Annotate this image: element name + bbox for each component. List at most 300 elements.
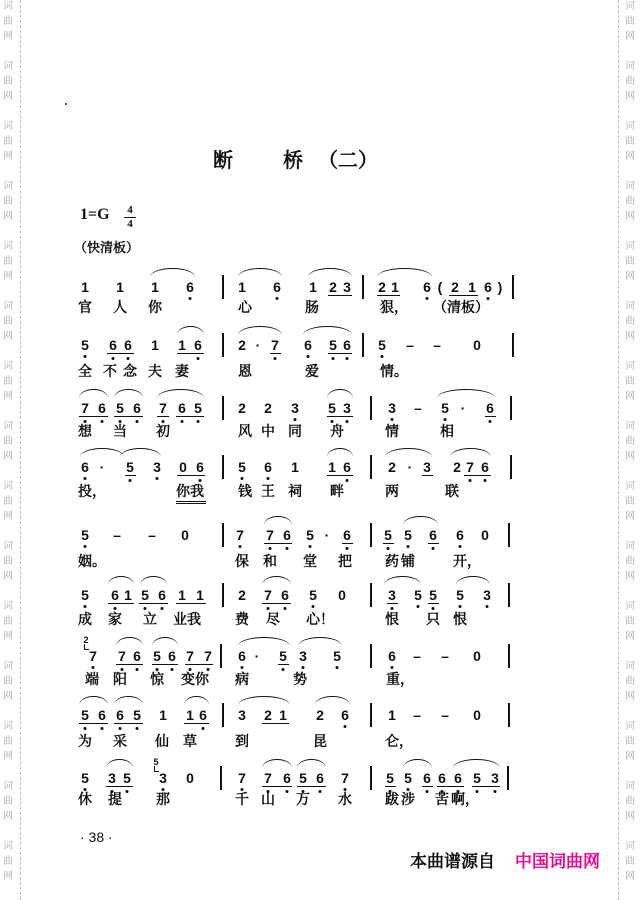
lyric-syllable: 情。 (380, 364, 408, 380)
note: 6 (456, 527, 464, 543)
watermark-char: 曲 (625, 676, 635, 687)
slur-arc (303, 326, 352, 335)
barline (220, 644, 222, 668)
slur-arc (437, 389, 495, 398)
watermark-char: 曲 (3, 796, 13, 807)
watermark-char: 网 (3, 91, 13, 102)
slur-arc (456, 576, 490, 585)
note: 3 (238, 707, 246, 723)
watermark-char: 网 (625, 31, 635, 42)
note: 1 (279, 707, 287, 723)
low-octave-dot (84, 545, 87, 548)
watermark-char: 曲 (625, 856, 635, 867)
note: 2 (453, 459, 461, 475)
watermark-char: 网 (3, 751, 13, 762)
lyric-syllable: 草 (183, 734, 197, 750)
note: 6 (481, 459, 489, 475)
watermark-char: 曲 (3, 16, 13, 27)
low-octave-dot (189, 668, 192, 671)
watermark-char: 网 (3, 811, 13, 822)
barline (512, 275, 514, 299)
lyric-syllable: 恩 (238, 364, 252, 380)
note: 5 (429, 587, 437, 603)
watermark-char: 曲 (625, 316, 635, 327)
low-octave-dot (331, 420, 334, 423)
note: 2 (316, 707, 324, 723)
note: 6 (194, 337, 202, 353)
note: 5 (133, 707, 141, 723)
watermark-char: 词 (3, 361, 13, 372)
rest: 0 (179, 459, 187, 475)
low-octave-dot (346, 479, 349, 482)
lyric-syllable: 仙 (155, 734, 169, 750)
lyric-syllable: 祠 (288, 484, 302, 500)
note: 5 (279, 648, 287, 664)
low-octave-dot (239, 545, 242, 548)
lyric-syllable: 药 (385, 554, 399, 570)
note: 5 (299, 770, 307, 786)
note: 2 (451, 279, 459, 295)
low-octave-dot (407, 788, 410, 791)
watermark-char: 网 (3, 271, 13, 282)
low-octave-dot (136, 668, 139, 671)
low-octave-dot (282, 668, 285, 671)
note: 1 (309, 279, 317, 295)
lyric-syllable: 水 (338, 792, 352, 808)
low-octave-dot (101, 420, 104, 423)
slur-arc (384, 576, 421, 585)
watermark-column-left (0, 0, 21, 900)
watermark-char: 网 (3, 691, 13, 702)
low-octave-dot (162, 788, 165, 791)
slur-arc (238, 268, 282, 277)
note: 5 (141, 587, 149, 603)
watermark-char: 曲 (625, 796, 635, 807)
slur-arc (177, 326, 204, 335)
lyric-syllable: 官 (78, 300, 92, 316)
lyric-syllable: 姻。 (78, 554, 106, 570)
slur-arc (79, 389, 108, 398)
slur-arc (80, 448, 124, 457)
lyric-syllable: 涉 (401, 792, 415, 808)
lyric-syllable: 立 (143, 612, 157, 628)
watermark-char: 词 (3, 841, 13, 852)
key-signature: 1=G (80, 206, 110, 223)
slur-arc (108, 576, 134, 585)
watermark-char: 词 (3, 181, 13, 192)
note: 6 (304, 337, 312, 353)
note: 2 (238, 337, 246, 353)
low-octave-dot (312, 605, 315, 608)
note: 5 (333, 648, 341, 664)
watermark-char: 网 (3, 871, 13, 882)
note: 6 (196, 459, 204, 475)
dash-extension: – (414, 400, 422, 416)
note: 5 (81, 337, 89, 353)
barline (362, 275, 364, 299)
low-octave-dot (161, 607, 164, 610)
paren-close: ) (497, 279, 503, 295)
watermark-char: 词 (625, 61, 635, 72)
low-octave-dot (346, 420, 349, 423)
watermark-char: 网 (625, 391, 635, 402)
watermark-char: 网 (625, 271, 635, 282)
note: 6 (343, 459, 351, 475)
lyric-syllable: 想 (78, 424, 92, 440)
barline (510, 396, 512, 420)
lyric-syllable: 堂 (303, 554, 317, 570)
lyric-syllable: 全 (78, 364, 92, 380)
lyric-syllable: 恨 (385, 612, 399, 628)
lyric-syllable: 休 (78, 792, 92, 808)
note: 3 (343, 400, 351, 416)
lyric-syllable: 家 (108, 612, 122, 628)
note: 5 (456, 587, 464, 603)
lyric-syllable: 舟 (330, 424, 344, 440)
lyric-syllable: 阳 (113, 672, 127, 688)
lyric-syllable: 和 (263, 554, 277, 570)
note: 2 (264, 707, 272, 723)
slur-arc (377, 268, 432, 277)
augmentation-dot: · (324, 527, 330, 543)
time-signature-numerator: 4 (124, 205, 136, 218)
note: 7 (204, 648, 212, 664)
low-octave-dot (181, 420, 184, 423)
watermark-char: 词 (3, 781, 13, 792)
watermark-char: 曲 (625, 616, 635, 627)
watermark-char: 曲 (3, 856, 13, 867)
source-site-name: 中国词曲网 (515, 852, 600, 872)
note: 3 (388, 400, 396, 416)
note: 7 (466, 459, 474, 475)
note: 1 (291, 459, 299, 475)
note: 6 (281, 587, 289, 603)
note: 7 (81, 400, 89, 416)
slur-arc (157, 389, 204, 398)
lyric-syllable: 念 (123, 364, 137, 380)
low-octave-dot (101, 727, 104, 730)
low-octave-dot (267, 477, 270, 480)
lyric-syllable: 端 (85, 672, 99, 688)
low-octave-dot (126, 790, 129, 793)
low-octave-dot (426, 790, 429, 793)
lyric-syllable: 保 (235, 554, 249, 570)
note: 6 (429, 527, 437, 543)
note: 5 (81, 770, 89, 786)
lyric-syllable: 狠， (380, 300, 408, 316)
low-octave-dot (197, 357, 200, 360)
barline (508, 703, 510, 727)
paren-open: ( (437, 279, 443, 295)
note: 6 (178, 400, 186, 416)
slur-arc (450, 448, 491, 457)
note: 2 (238, 587, 246, 603)
slur-arc (403, 759, 432, 768)
lyric-syllable: 只 (426, 612, 440, 628)
low-octave-dot (319, 790, 322, 793)
note: 6 (438, 770, 446, 786)
grace-note: 2 (83, 635, 89, 645)
note: 5 (328, 400, 336, 416)
low-octave-dot (197, 420, 200, 423)
page-title-char-2: 桥 (283, 148, 303, 172)
rest: 0 (181, 527, 189, 543)
lyric-syllable: 提 (108, 792, 122, 808)
watermark-char: 曲 (625, 436, 635, 447)
watermark-char: 曲 (625, 736, 635, 747)
watermark-char: 曲 (625, 376, 635, 387)
low-octave-dot (407, 545, 410, 548)
page-title-subtitle: （二） (318, 148, 378, 172)
barline (222, 703, 224, 727)
note: 1 (196, 587, 204, 603)
slur-arc (403, 516, 438, 525)
note: 1 (328, 459, 336, 475)
note: 3 (483, 587, 491, 603)
lyric-syllable: 山 (261, 792, 275, 808)
slur-arc (262, 576, 291, 585)
slur-arc (114, 389, 143, 398)
scan-speck (65, 103, 67, 105)
watermark-char: 曲 (3, 496, 13, 507)
lyric-syllable: （清板） (433, 300, 489, 316)
note: 2 (378, 279, 386, 295)
note: 5 (378, 337, 386, 353)
lyric-syllable: 初 (156, 424, 170, 440)
note: 7 (236, 527, 244, 543)
watermark-char: 词 (3, 601, 13, 612)
page-title-char-1: 断 (213, 148, 233, 172)
lyric-syllable: 为 (78, 734, 92, 750)
watermark-char: 网 (3, 451, 13, 462)
lyric-syllable: 尽 (266, 612, 280, 628)
lyric-syllable: 妻 (175, 364, 189, 380)
rest: 0 (473, 648, 481, 664)
low-octave-dot (346, 357, 349, 360)
watermark-char: 词 (3, 481, 13, 492)
watermark-char: 曲 (3, 136, 13, 147)
low-octave-dot (307, 355, 310, 358)
low-octave-dot (171, 668, 174, 671)
slur-arc (184, 696, 209, 705)
watermark-char: 曲 (3, 556, 13, 567)
slur-arc (140, 576, 167, 585)
note: 6 (238, 648, 246, 664)
barline (222, 455, 224, 479)
note: 7 (271, 337, 279, 353)
grace-hook (84, 644, 89, 650)
note: 6 (283, 527, 291, 543)
note: 7 (159, 400, 167, 416)
lyric-syllable: 心！ (306, 612, 334, 628)
watermark-char: 词 (625, 361, 635, 372)
lyric-syllable: 情 (385, 424, 399, 440)
note: 5 (123, 770, 131, 786)
note: 3 (343, 279, 351, 295)
note: 5 (153, 648, 161, 664)
watermark-char: 词 (625, 541, 635, 552)
dash-extension: – (148, 527, 156, 543)
low-octave-dot (469, 479, 472, 482)
low-octave-dot (241, 666, 244, 669)
barline (507, 766, 509, 790)
low-octave-dot (84, 788, 87, 791)
slur-arc (262, 759, 292, 768)
note: 5 (309, 587, 317, 603)
note: 3 (159, 770, 167, 786)
watermark-char: 网 (3, 331, 13, 342)
lyric-syllable: 铺 (401, 554, 415, 570)
dash-extension: – (413, 707, 421, 723)
low-octave-dot (391, 418, 394, 421)
lyric-syllable: 苦 (435, 792, 449, 808)
note: 1 (151, 279, 159, 295)
note: 5 (126, 459, 134, 475)
note: 5 (116, 400, 124, 416)
watermark-char: 曲 (3, 676, 13, 687)
watermark-char: 曲 (625, 496, 635, 507)
note: 5 (414, 587, 422, 603)
low-octave-dot (459, 545, 462, 548)
note: 3 (491, 770, 499, 786)
low-octave-dot (84, 420, 87, 423)
note: 7 (266, 527, 274, 543)
note: 6 (283, 770, 291, 786)
note: 2 (329, 279, 337, 295)
low-octave-dot (119, 420, 122, 423)
dash-extension: – (441, 707, 449, 723)
augmentation-dot: · (255, 337, 261, 353)
watermark-char: 网 (625, 871, 635, 882)
barline (370, 703, 372, 727)
lyric-syllable: 重， (386, 672, 414, 688)
barline (508, 644, 510, 668)
augmentation-dot: · (460, 400, 466, 416)
note: 6 (109, 337, 117, 353)
watermark-column-right (618, 0, 639, 900)
low-octave-dot (129, 479, 132, 482)
note: 6 (116, 707, 124, 723)
watermark-char: 网 (625, 511, 635, 522)
note: 5 (81, 527, 89, 543)
lyric-syllable: 王 (261, 484, 275, 500)
lyric-syllable: 把 (338, 554, 352, 570)
lyric-syllable: 跋 (385, 792, 399, 808)
watermark-char: 曲 (3, 436, 13, 447)
watermark-char: 词 (625, 241, 635, 252)
slur-arc (453, 759, 500, 768)
watermark-char: 词 (625, 781, 635, 792)
watermark-char: 词 (3, 661, 13, 672)
note: 6 (98, 400, 106, 416)
watermark-char: 网 (625, 151, 635, 162)
low-octave-dot (162, 420, 165, 423)
note: 1 (468, 279, 476, 295)
lyric-syllable: 势 (293, 672, 307, 688)
low-octave-dot (276, 297, 279, 300)
watermark-char: 曲 (3, 376, 13, 387)
note: 6 (168, 648, 176, 664)
barline (370, 523, 372, 547)
watermark-char: 网 (625, 451, 635, 462)
low-octave-dot (294, 418, 297, 421)
low-octave-dot (284, 607, 287, 610)
low-octave-dot (202, 727, 205, 730)
note: 5 (473, 770, 481, 786)
watermark-char: 网 (625, 751, 635, 762)
note: 5 (306, 527, 314, 543)
lyric-syllable: 投， (78, 484, 106, 500)
note: 5 (404, 527, 412, 543)
watermark-char: 网 (625, 571, 635, 582)
watermark-char: 词 (3, 301, 13, 312)
low-octave-dot (156, 477, 159, 480)
note: 1 (391, 279, 399, 295)
low-octave-dot (274, 357, 277, 360)
low-octave-dot (494, 790, 497, 793)
low-octave-dot (84, 605, 87, 608)
note: 1 (151, 337, 159, 353)
lyric-syllable: 同 (288, 424, 302, 440)
low-octave-dot (391, 666, 394, 669)
note: 5 (81, 587, 89, 603)
low-octave-dot (156, 668, 159, 671)
barline (508, 583, 510, 607)
low-octave-dot (241, 477, 244, 480)
note: 5 (384, 527, 392, 543)
note: 3 (108, 770, 116, 786)
slur-arc (116, 637, 143, 646)
augmentation-dot: · (99, 459, 105, 475)
watermark-char: 网 (625, 91, 635, 102)
time-signature-denominator: 4 (127, 218, 133, 230)
note: 6 (341, 707, 349, 723)
lyric-syllable: 人 (113, 300, 127, 316)
low-octave-dot (432, 607, 435, 610)
note: 3 (299, 648, 307, 664)
watermark-char: 词 (625, 181, 635, 192)
low-octave-dot (189, 297, 192, 300)
low-octave-dot (489, 420, 492, 423)
rest: 0 (186, 770, 194, 786)
low-octave-dot (432, 547, 435, 550)
lyric-syllable: 爱 (305, 364, 319, 380)
tempo-marking: （快清板） (74, 241, 140, 256)
note: 6 (98, 707, 106, 723)
watermark-char: 网 (3, 211, 13, 222)
rest: 0 (473, 337, 481, 353)
lyric-syllable: 到 (235, 734, 249, 750)
low-octave-dot (286, 547, 289, 550)
low-octave-dot (484, 479, 487, 482)
lyric-syllable: 畔 (330, 484, 344, 500)
watermark-char: 网 (625, 331, 635, 342)
watermark-char: 词 (625, 121, 635, 132)
augmentation-dot: · (254, 648, 260, 664)
slur-arc (114, 696, 143, 705)
low-octave-dot (387, 547, 390, 550)
barline (222, 275, 224, 299)
low-octave-dot (344, 725, 347, 728)
note: 5 (441, 400, 449, 416)
note: 2 (388, 459, 396, 475)
low-octave-dot (269, 547, 272, 550)
low-octave-dot (459, 605, 462, 608)
low-octave-dot (286, 790, 289, 793)
low-octave-dot (136, 420, 139, 423)
note: 1 (178, 337, 186, 353)
slur-arc (308, 268, 352, 277)
